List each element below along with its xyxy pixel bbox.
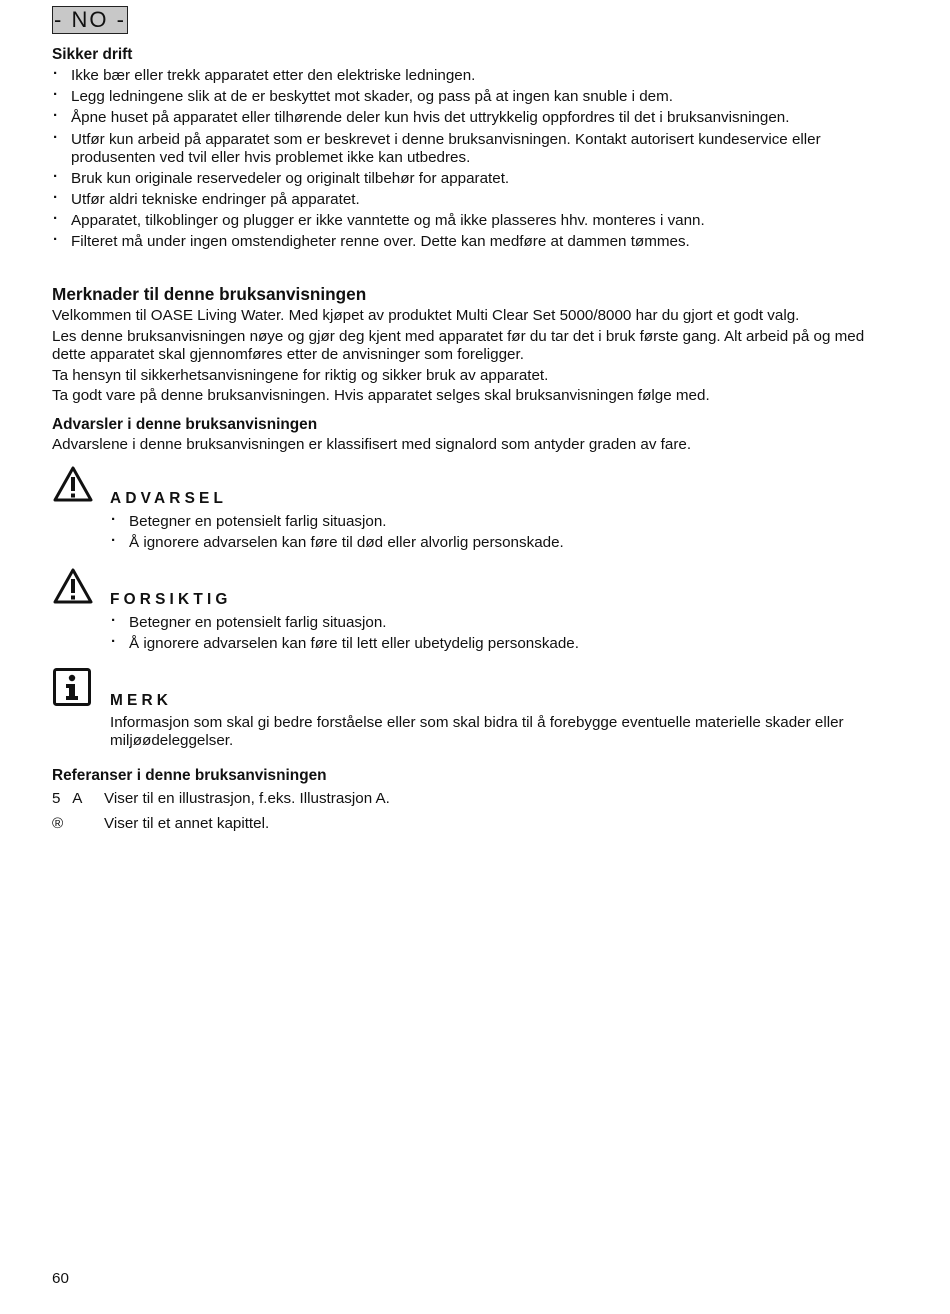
forsiktig-list bbox=[110, 614, 910, 653]
advarsel-list bbox=[110, 513, 910, 552]
forsiktig-label: FORSIKTIG bbox=[110, 591, 232, 608]
merk-text: Informasjon som skal gi bedre forståelse eller som skal bidra til å forebygge eventuelle materielle skader eller miljøødeleggelser. bbox=[110, 714, 844, 749]
list-item: · Betegner en potensielt farlig situasjon. bbox=[110, 614, 910, 632]
notes-paragraph: Les denne bruksanvisningen nøye og gjør deg kjent med apparatet før du tar det i bruk første gang. Alt arbeid på og med dette apparatet skal gjennomføres etter de anvisninger som foreligger. bbox=[52, 327, 865, 363]
safe-operation-heading: Sikker drift bbox=[52, 46, 133, 63]
list-item: · Utfør aldri tekniske endringer på apparatet. bbox=[52, 191, 892, 209]
list-item: · Ikke bær eller trekk apparatet etter den elektriske ledningen. bbox=[52, 67, 892, 85]
notes-section bbox=[52, 285, 882, 408]
reference-symbol: ® bbox=[52, 815, 64, 832]
forsiktig-block bbox=[110, 591, 910, 656]
list-item: · Å ignorere advarselen kan føre til død eller alvorlig personskade. bbox=[110, 534, 910, 552]
merk-label: MERK bbox=[110, 692, 173, 709]
notes-heading: Merknader til denne bruksanvisningen bbox=[52, 284, 367, 304]
list-item: · Betegner en potensielt farlig situasjon. bbox=[110, 513, 910, 531]
list-item: · Legg ledningene slik at de er beskyttet mot skader, og pass på at ingen kan snuble i dem. bbox=[52, 88, 892, 106]
warnings-intro-text: Advarslene i denne bruksanvisningen er klassifisert med signalord som antyder graden av fare. bbox=[52, 436, 692, 453]
safe-operation-list bbox=[52, 67, 892, 251]
info-icon bbox=[53, 668, 91, 706]
list-item: · Apparatet, tilkoblinger og plugger er ikke vanntette og må ikke plasseres hhv. monteres i vann. bbox=[52, 212, 892, 230]
safe-operation-section bbox=[52, 46, 892, 255]
notes-paragraph: Velkommen til OASE Living Water. Med kjøpet av produktet Multi Clear Set 5000/8000 har du gjort et godt valg. bbox=[52, 307, 800, 324]
warning-triangle-icon bbox=[53, 466, 93, 502]
advarsel-label: ADVARSEL bbox=[110, 490, 228, 507]
reference-symbol: 5 A bbox=[52, 790, 83, 807]
language-tag: - NO - bbox=[52, 6, 128, 34]
list-item: · Utfør kun arbeid på apparatet som er beskrevet i denne bruksanvisningen. Kontakt autorisert kundeservice eller produsenten ved tvil eller hvis problemet ikke kan utbedres. bbox=[52, 131, 892, 167]
page-number: 60 bbox=[52, 1270, 69, 1287]
warnings-intro-heading: Advarsler i denne bruksanvisningen bbox=[52, 416, 318, 433]
warnings-intro-section bbox=[52, 416, 892, 454]
warning-triangle-icon bbox=[53, 568, 93, 604]
advarsel-block bbox=[110, 490, 910, 555]
merk-block bbox=[110, 692, 885, 750]
list-item: · Filteret må under ingen omstendigheter renne over. Dette kan medføre at dammen tømmes. bbox=[52, 233, 892, 251]
notes-paragraph: Ta godt vare på denne bruksanvisningen. Hvis apparatet selges skal bruksanvisningen følge med. bbox=[52, 387, 710, 405]
reference-text: Viser til et annet kapittel. bbox=[104, 815, 270, 832]
references-heading: Referanser i denne bruksanvisningen bbox=[52, 767, 327, 784]
list-item: · Å ignorere advarselen kan føre til lett eller ubetydelig personskade. bbox=[110, 635, 910, 653]
list-item: · Bruk kun originale reservedeler og originalt tilbehør for apparatet. bbox=[52, 170, 892, 188]
reference-text: Viser til en illustrasjon, f.eks. Illustrasjon A. bbox=[104, 790, 390, 807]
notes-paragraph: Ta hensyn til sikkerhetsanvisningene for riktig og sikker bruk av apparatet. bbox=[52, 366, 549, 384]
list-item: · Åpne huset på apparatet eller tilhørende deler kun hvis det uttrykkelig oppfordres til det i bruksanvisningen. bbox=[52, 109, 892, 127]
